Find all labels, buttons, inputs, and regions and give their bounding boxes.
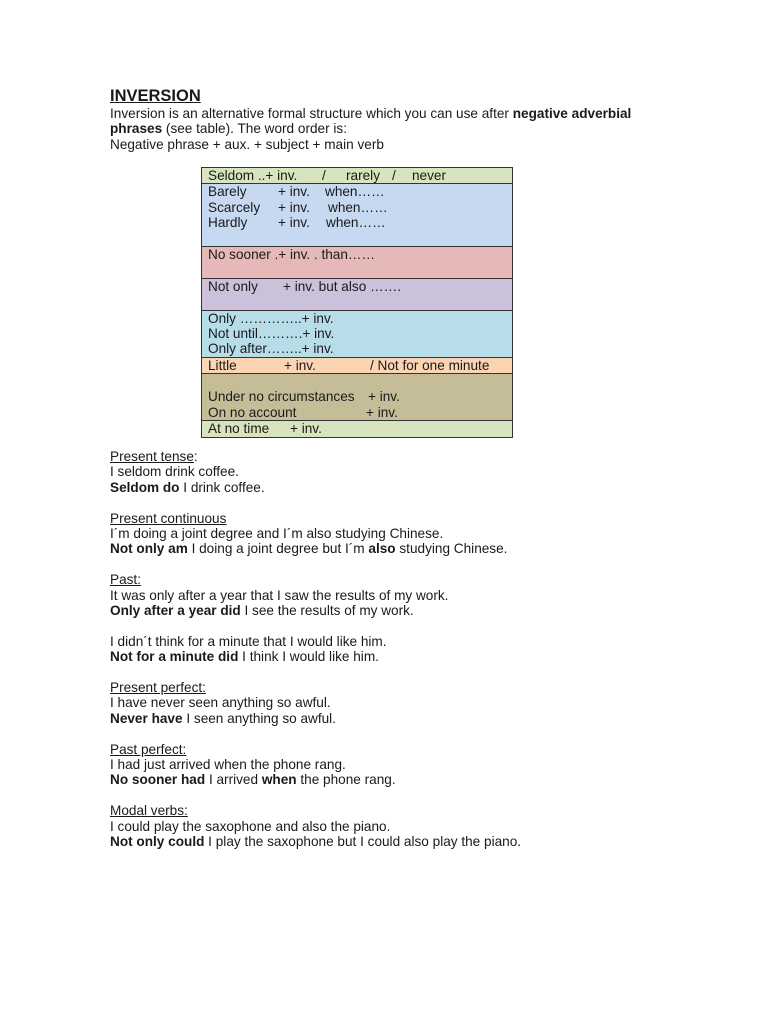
- example-present-tense: [110, 449, 710, 495]
- example-text: I think I would like him.: [238, 649, 379, 665]
- table-cell: Under no circumstances: [208, 389, 355, 405]
- bold-text: Not only am: [110, 541, 188, 557]
- bold-text: Only after a year did: [110, 603, 241, 619]
- intro-bold-text: phrases: [110, 121, 163, 137]
- table-cell: + inv.: [284, 357, 316, 373]
- example-text: the phone rang.: [296, 772, 396, 788]
- table-row-barely: [202, 183, 512, 246]
- example-text: I doing a joint degree but I´m: [187, 541, 369, 557]
- example-inverted: [110, 772, 710, 787]
- example-modal-verbs: [110, 803, 710, 849]
- bold-text: when: [261, 772, 297, 788]
- bold-text: Seldom do: [110, 479, 180, 495]
- table-cell: Only after……..+ inv.: [208, 341, 334, 357]
- example-inverted: [110, 480, 710, 495]
- example-inverted: [110, 603, 710, 618]
- inversion-table: [201, 167, 513, 438]
- intro-text: (see table). The word order is:: [162, 121, 347, 137]
- example-present-perfect: [110, 680, 710, 726]
- table-cell: + inv.: [278, 184, 310, 200]
- table-cell: Seldom ..+ inv.: [208, 168, 298, 183]
- page-title: INVERSION: [110, 87, 201, 105]
- table-cell: + inv. but also …….: [283, 278, 401, 294]
- section-heading: Modal verbs:: [110, 803, 188, 819]
- table-cell: On no account: [208, 404, 297, 420]
- document-page: [110, 86, 710, 152]
- bold-text: Never have: [110, 710, 183, 726]
- table-row-seldom: [202, 168, 512, 183]
- example-present-continuous: [110, 511, 710, 557]
- bold-text: Not only could: [110, 834, 205, 850]
- section-heading: Past perfect:: [110, 741, 187, 757]
- example-sentence: I could play the saxophone and also the piano.: [110, 818, 391, 834]
- table-cell: when……: [325, 184, 385, 200]
- table-cell: + inv.: [278, 215, 310, 231]
- example-past: [110, 572, 710, 618]
- table-cell: Barely: [208, 184, 247, 200]
- example-sentence: I didn´t think for a minute that I would like him.: [110, 633, 387, 649]
- intro-text: Inversion is an alternative formal structure which you can use after: [110, 106, 513, 121]
- table-cell: Only …………..+ inv.: [208, 310, 334, 326]
- bold-text: also: [368, 541, 396, 557]
- example-inverted: [110, 541, 710, 556]
- section-heading: Past:: [110, 572, 141, 588]
- table-cell: / Not for one minute: [370, 357, 490, 373]
- table-cell: when……: [326, 215, 386, 231]
- table-cell: /: [392, 168, 396, 183]
- example-text: studying Chinese.: [395, 541, 508, 557]
- table-row-no-sooner: [202, 246, 512, 278]
- example-inverted: [110, 711, 710, 726]
- table-cell: + inv.: [290, 421, 322, 437]
- table-cell: No sooner .+ inv. . than……: [208, 246, 376, 262]
- example-inverted: [110, 834, 710, 849]
- example-text: I play the saxophone but I could also play the piano.: [204, 834, 522, 850]
- example-past-2: [110, 634, 710, 665]
- table-cell: Scarcely: [208, 199, 261, 215]
- example-text: I arrived: [205, 772, 262, 788]
- table-row-little: [202, 357, 512, 373]
- intro-line-1: [110, 106, 710, 121]
- table-cell: Not until……….+ inv.: [208, 325, 335, 341]
- example-text: I drink coffee.: [179, 479, 265, 495]
- table-row-not-only: [202, 278, 512, 310]
- table-cell: Little: [208, 357, 237, 373]
- table-cell: + inv.: [368, 389, 400, 405]
- bold-text: Not for a minute did: [110, 649, 239, 665]
- example-sentence: I have never seen anything so awful.: [110, 695, 331, 711]
- table-cell: /: [322, 168, 326, 183]
- example-inverted: [110, 649, 710, 664]
- table-cell: Not only: [208, 278, 258, 294]
- example-sentence: I´m doing a joint degree and I´m also studying Chinese.: [110, 526, 444, 542]
- example-past-perfect: [110, 742, 710, 788]
- examples-section: [110, 449, 710, 865]
- table-cell: when……: [328, 199, 388, 215]
- table-cell: + inv.: [366, 404, 398, 420]
- example-text: I seen anything so awful.: [182, 710, 336, 726]
- intro-bold-text: negative adverbial: [512, 106, 632, 121]
- heading-colon: :: [193, 449, 198, 464]
- table-cell: rarely: [346, 168, 380, 183]
- table-cell: + inv.: [278, 199, 310, 215]
- example-text: I see the results of my work.: [240, 603, 414, 619]
- section-heading: Present tense: [110, 449, 194, 464]
- example-sentence: It was only after a year that I saw the results of my work.: [110, 587, 449, 603]
- example-sentence: I seldom drink coffee.: [110, 464, 239, 480]
- intro-line-2: [110, 121, 710, 136]
- table-cell: At no time: [208, 421, 270, 437]
- table-row-at-no-time: [202, 420, 512, 436]
- table-row-only: [202, 310, 512, 357]
- table-cell: Hardly: [208, 215, 248, 231]
- section-heading: Present continuous: [110, 510, 227, 526]
- section-heading: Present perfect:: [110, 680, 206, 696]
- intro-paragraph: [110, 106, 710, 152]
- table-cell: never: [412, 168, 447, 183]
- table-row-under-no-circumstances: [202, 373, 512, 420]
- intro-line-3: Negative phrase + aux. + subject + main verb: [110, 136, 384, 152]
- bold-text: No sooner had: [110, 772, 206, 788]
- example-sentence: I had just arrived when the phone rang.: [110, 757, 346, 773]
